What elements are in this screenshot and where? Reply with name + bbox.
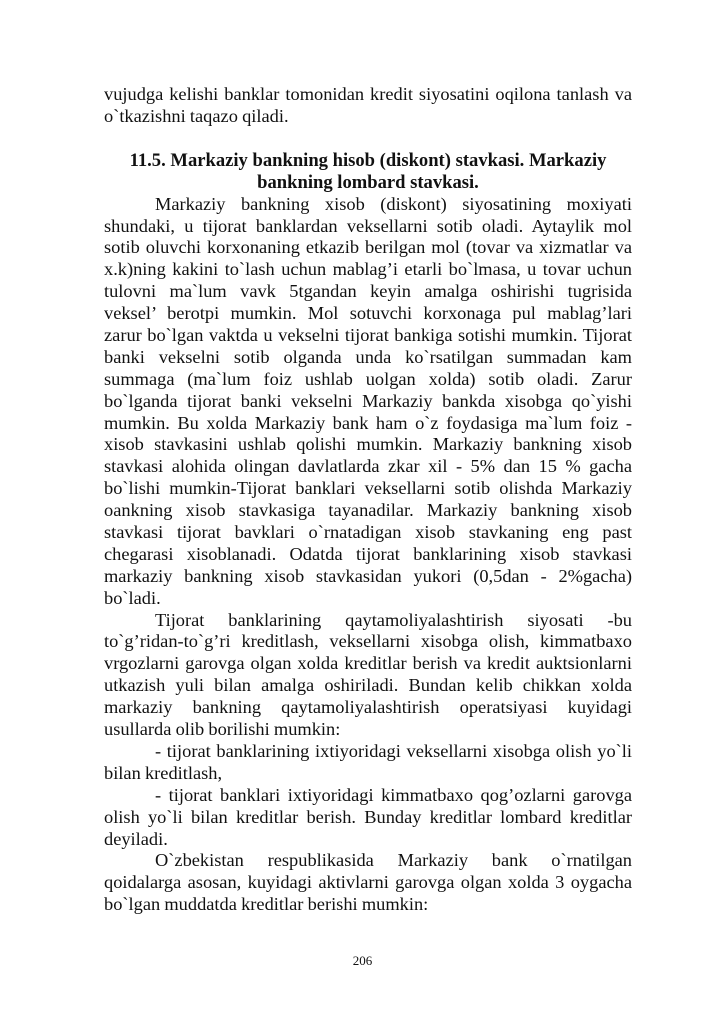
text-line: qoidalarga asosan, kuyidagi aktivlarni garovga olgan xolda 3 oygacha [104, 872, 632, 893]
text-line: bo`lganda tijorat banki vekselni Markaziy bankda xisobga qo`yishi [104, 390, 632, 411]
text-line: usullarda olib borilishi mumkin: [104, 719, 341, 740]
text-line: mumkin. Bu xolda Markaziy bank ham o`z foydasiga ma`lum foiz - [104, 412, 632, 433]
intro-text [104, 84, 632, 128]
text-line: - tijorat banklari ixtiyoridagi kimmatbaxo qog’ozlarni garovga [155, 784, 632, 805]
page-number: 206 [352, 953, 373, 968]
text-line: stavkasi tijorat bavklari o`rnatadigan xisob stavkaning eng past [104, 522, 632, 543]
text-line: vrgozlarni garovga olgan xolda kreditlar berish va kredit auktsionlarni [104, 653, 632, 674]
text-line: oankning xisob stavkasiga tayanadilar. Markaziy bankning xisob [104, 500, 632, 521]
text-line: deyiladi. [104, 828, 168, 849]
text-line: banki vekselni sotib olganda unda ko`rsatilgan summadan kam [104, 346, 632, 367]
text-line: shundaki, u tijorat banklardan veksellarni sotib oladi. Aytaylik mol [104, 215, 632, 236]
text-line: Tijorat banklarining qaytamoliyalashtirish siyosati -bu [155, 609, 632, 630]
text-line: o`tkazishni taqazo qiladi. [104, 105, 289, 126]
paragraph-uzbekistan-credits [104, 850, 632, 916]
text-line: to`g’ridan-to`g’ri kreditlash, veksellarni xisobga olish, kimmatbaxo [104, 631, 632, 652]
heading-line: bankning lombard stavkasi. [257, 171, 479, 193]
paragraph-discount-policy [104, 194, 632, 610]
text-line: x.k)ning kakini to`lash uchun mablag’i etarli bo`lmasa, u tovar uchun [104, 259, 632, 280]
text-line: markaziy bankning xisob stavkasidan yukori (0,5dan - 2%gacha) [104, 565, 632, 586]
text-line: olish yo`li bilan kreditlar berish. Bunday kreditlar lombard kreditlar [104, 806, 632, 827]
text-line: bilan kreditlash, [104, 762, 223, 783]
heading-line: 11.5. Markaziy bankning hisob (diskont) stavkasi. Markaziy [129, 149, 607, 171]
text-line: markaziy bankning qaytamoliyalashtirish operatsiyasi kuyidagi [104, 697, 632, 718]
text-line: Markaziy bankning xisob (diskont) siyosatining moxiyati [155, 193, 632, 214]
text-line: sotib oluvchi korxonaning etkazib berilgan mol (tovar va xizmatlar va [104, 237, 632, 258]
text-line: zarur bo`lgan vaktda u vekselni tijorat bankiga sotishi mumkin. Tijorat [104, 325, 632, 346]
list-item-lombard-credit [104, 785, 632, 851]
text-line: stavkasi alohida olingan davlatlarda zkar xil - 5% dan 15 % gacha [104, 456, 632, 477]
text-line: bo`lgan muddatda kreditlar berishi mumkin: [104, 894, 429, 915]
paragraph-refinancing-policy [104, 610, 632, 741]
page-body [104, 84, 632, 916]
text-line: bo`lishi mumkin-Tijorat banklari veksellarni sotib olishda Markaziy [104, 478, 632, 499]
text-line: veksel’ berotpi mumkin. Mol sotuvchi korxonaga pul mablag’lari [104, 303, 632, 324]
text-line: vujudga kelishi banklar tomonidan kredit siyosatini oqilona tanlash va [104, 84, 632, 104]
text-line: utkazish yuli bilan amalga oshiriladi. Bundan kelib chikkan xolda [104, 675, 632, 696]
text-line: summaga (ma`lum foiz ushlab uolgan xolda) sotib oladi. Zarur [104, 368, 632, 389]
list-item-bill-discounting [104, 741, 632, 785]
text-line: chegarasi xisoblanadi. Odatda tijorat banklarining xisob stavkasi [104, 543, 632, 564]
text-line: - tijorat banklarining ixtiyoridagi veksellarni xisobga olish yo`li [155, 740, 632, 761]
text-line: xisob stavkasini ushlab qolishi mumkin. Markaziy bankning xisob [104, 434, 632, 455]
text-line: bo`ladi. [104, 587, 161, 608]
section-heading [104, 150, 632, 194]
text-line: tulovni ma`lum vavk 5tgandan keyin amalga oshirishi tugrisida [104, 281, 632, 302]
text-line: O`zbekistan respublikasida Markaziy bank o`rnatilgan [155, 850, 632, 871]
